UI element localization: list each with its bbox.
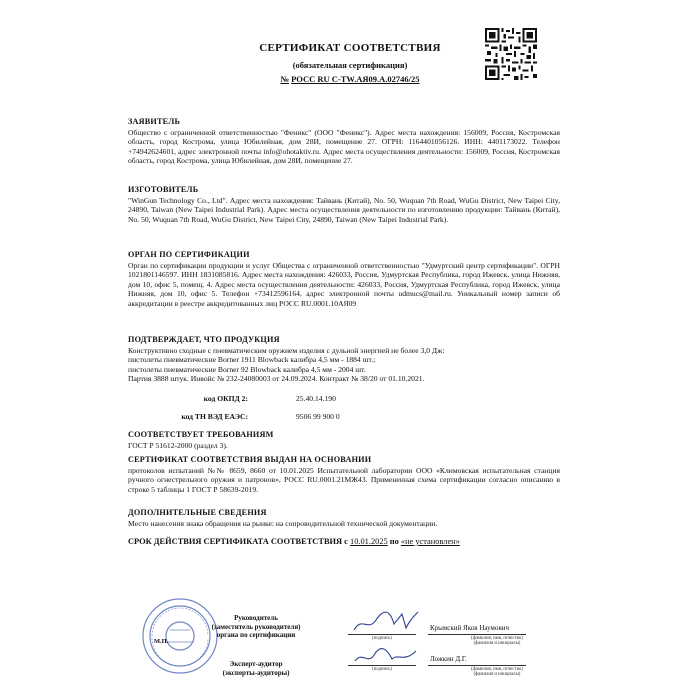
expert-signature-caption: (подпись): [372, 667, 392, 672]
certification-body-section: [128, 250, 560, 309]
expert-signature-icon: [352, 645, 420, 667]
basis-text: протоколов испытаний №№ 8659, 8660 от 10.01.2025 Испытательной лаборатории ООО «Климовская испытательная станция ручного огнестрельного оружия и патронов», РОСС RU.0001.21МЖ43. Примененная схема сертификации согласно описанию в строке 5 таблицы 1 ГОСТ Р 58639-2019.: [128, 465, 560, 494]
expert-role-label: Эксперт-аудитор (эксперты-аудиторы): [222, 660, 290, 677]
certificate-subtitle: (обязательная сертификация): [292, 60, 408, 70]
okpd-value: 25.40.14.190: [296, 394, 336, 403]
additional-section: [128, 508, 560, 528]
product-line-1: Конструктивно сходные с пневматическим оружием изделия с дульной энергией не более 3,0 Дж:: [128, 345, 445, 355]
head-role-label: Руководитель (заместитель руководителя) органа по сертификации: [211, 614, 301, 639]
number-prefix: №: [280, 74, 289, 84]
certificate-number: [160, 74, 540, 84]
validity-label: СРОК ДЕЙСТВИЯ СЕРТИФИКАТА СООТВЕТСТВИЯ с: [128, 537, 348, 546]
product-heading: ПОДТВЕРЖДАЕТ, ЧТО ПРОДУКЦИЯ: [128, 335, 280, 344]
product-line-4: Партия 3888 штук. Инвойс № 232-24080003 от 24.09.2024. Контракт № 38/20 от 01.10.2021.: [128, 374, 425, 384]
product-line-2: пистолеты пневматические Borner 1911 Blowback калибра 4,5 мм - 1884 шт.;: [128, 355, 376, 365]
expert-name: Ложкин Д.Г.: [430, 655, 467, 663]
requirements-section: [128, 430, 560, 450]
product-section: [128, 335, 560, 384]
validity-line: [128, 537, 460, 546]
okpd-label: код ОКПД 2:: [203, 394, 248, 403]
manufacturer-section: [128, 185, 560, 224]
mp-label: М.П.: [154, 638, 169, 645]
head-name: Крымский Яков Наумович: [430, 624, 510, 632]
head-name-caption: (фамилия, имя, отчество) (фамилия и инициалы): [471, 636, 523, 646]
additional-heading: ДОПОЛНИТЕЛЬНЫЕ СВЕДЕНИЯ: [128, 508, 267, 517]
requirements-text: ГОСТ Р 51612-2000 (раздел 3).: [128, 440, 228, 450]
expert-name-line: [428, 665, 526, 666]
tnved-code-row: [128, 412, 340, 421]
manufacturer-text: "WinGun Technology Co., Ltd". Адрес места нахождения: Тайвань (Китай), No. 50, Wuquan 7th Road, WuGu District, New Taipei City, 24890, Taiwan (New Taipei Industrial Park). Адрес места осуществления деятельности по изготовлению продукции: Тайвань (Китай), No. 50, Wuquan 7th Road, WuGu District, New Taipei City, 24890, Taiwan (New Taipei Industrial Park).: [128, 195, 560, 224]
requirements-heading: СООТВЕТСТВУЕТ ТРЕБОВАНИЯМ: [128, 430, 274, 439]
head-name-line: [428, 634, 526, 635]
certification-body-text: Орган по сертификации продукции и услуг Общества с ограниченной ответственностью "Удмуртский центр сертификации". ОГРН 1021801146597. ИНН 1831085816. Адрес места нахождения: 426033, Россия, Удмуртская Республика, город Ижевск, улица Нижняя, дом 10, офис 5, помещ. 4. Адрес места осуществления деятельности: 426033, Россия, Удмуртская Республика, город Ижевск, улица Нижняя, дом 10, офис 5. Телефон +73412596164, адрес электронной почты udmucs@mail.ru. Уникальный номер записи об аккредитации в реестре аккредитованных лиц РОСС RU.0001.10АЯ09: [128, 260, 560, 308]
head-signature-icon: [350, 606, 420, 636]
qr-code-icon: [485, 28, 537, 80]
additional-text: Место нанесения знака обращения на рынке: на сопроводительной технической документации.: [128, 518, 438, 528]
tnved-value: 9506 99 900 0: [296, 412, 340, 421]
basis-heading: СЕРТИФИКАТ СООТВЕТСТВИЯ ВЫДАН НА ОСНОВАНИИ: [128, 455, 372, 464]
validity-to-word: по: [389, 537, 399, 546]
expert-name-caption: (фамилия, имя, отчество) (фамилия и инициалы): [471, 667, 523, 677]
certification-body-heading: ОРГАН ПО СЕРТИФИКАЦИИ: [128, 250, 250, 259]
validity-to: «не установлен»: [400, 537, 460, 546]
applicant-heading: ЗАЯВИТЕЛЬ: [128, 117, 181, 126]
product-line-3: пистолеты пневматические Borner 92 Blowback калибра 4,5 мм - 2004 шт.: [128, 364, 366, 374]
number-value: РОСС RU C-TW.АЯ09.А.02746/25: [291, 74, 420, 84]
validity-from: 10.01.2025: [350, 537, 388, 546]
applicant-text: Общество с ограниченной ответственностью "Феникс" (ООО "Феникс"). Адрес места нахождения: 156009, Россия, Костромская область, город Кострома, улица Юбилейная, дом 28И, помещение 27. ОГРН: 1164401056126. ИНН: 4401173022. Телефон +74942624601, адрес электронной почты info@ohotaktiv.ru. Адрес места осуществления деятельности: 156009, Россия, Костромская область, город Кострома, улица Юбилейная, дом 28И, помещение 27.: [128, 127, 560, 166]
head-signature-caption: (подпись): [372, 636, 392, 641]
certificate-title: СЕРТИФИКАТ СООТВЕТСТВИЯ: [259, 42, 441, 54]
basis-section: [128, 455, 560, 494]
head-signature-line: [348, 634, 416, 635]
tnved-label: код ТН ВЭД ЕАЭС:: [181, 412, 248, 421]
applicant-section: [128, 117, 560, 166]
manufacturer-heading: ИЗГОТОВИТЕЛЬ: [128, 185, 199, 194]
okpd-code-row: [128, 394, 336, 403]
expert-signature-line: [348, 665, 416, 666]
